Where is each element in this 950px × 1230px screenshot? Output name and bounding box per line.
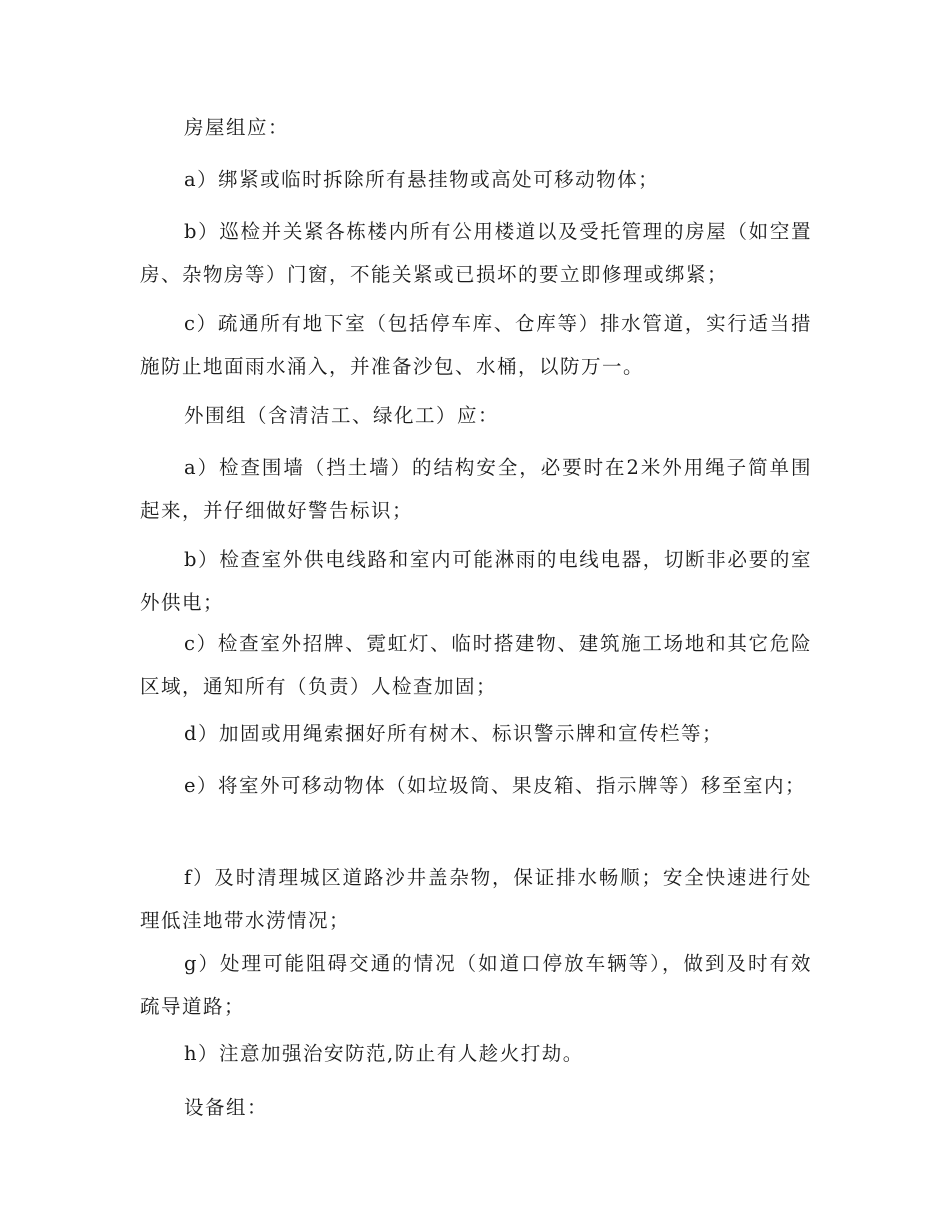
paragraph-housing-c: c）疏通所有地下室（包括停车库、仓库等）排水管道，实行适当措施防止地面雨水涌入，并准备沙包、水桶，以防万一。 xyxy=(140,312,812,378)
paragraph-perimeter-c: c）检查室外招牌、霓虹灯、临时搭建物、建筑施工场地和其它危险区域，通知所有（负责）人检查加固； xyxy=(140,632,812,698)
paragraph-perimeter-b: b）检查室外供电线路和室内可能淋雨的电线电器，切断非必要的室外供电； xyxy=(140,548,812,614)
paragraph-perimeter-e: e）将室外可移动物体（如垃圾筒、果皮箱、指示牌等）移至室内； xyxy=(184,774,807,797)
paragraph-housing-b: b）巡检并关紧各栋楼内所有公用楼道以及受托管理的房屋（如空置房、杂物房等）门窗，不能关紧或已损坏的要立即修理或绑紧； xyxy=(140,220,812,286)
paragraph-perimeter-d: d）加固或用绳索捆好所有树木、标识警示牌和宣传栏等； xyxy=(184,722,723,745)
section-heading-equipment: 设备组： xyxy=(184,1096,269,1119)
section-heading-housing: 房屋组应： xyxy=(184,116,290,139)
paragraph-housing-a: a）绑紧或临时拆除所有悬挂物或高处可移动物体； xyxy=(184,168,660,191)
paragraph-perimeter-g: g）处理可能阻碍交通的情况（如道口停放车辆等），做到及时有效疏导道路； xyxy=(140,952,812,1018)
paragraph-perimeter-f: f）及时清理城区道路沙井盖杂物，保证排水畅顺；安全快速进行处理低洼地带水涝情况； xyxy=(140,866,812,932)
paragraph-perimeter-a: a）检查围墙（挡土墙）的结构安全，必要时在2米外用绳子简单围起来，并仔细做好警告标识； xyxy=(140,456,812,522)
section-heading-perimeter: 外围组（含清洁工、绿化工）应： xyxy=(184,404,500,427)
paragraph-perimeter-h: h）注意加强治安防范,防止有人趁火打劫。 xyxy=(184,1042,584,1065)
